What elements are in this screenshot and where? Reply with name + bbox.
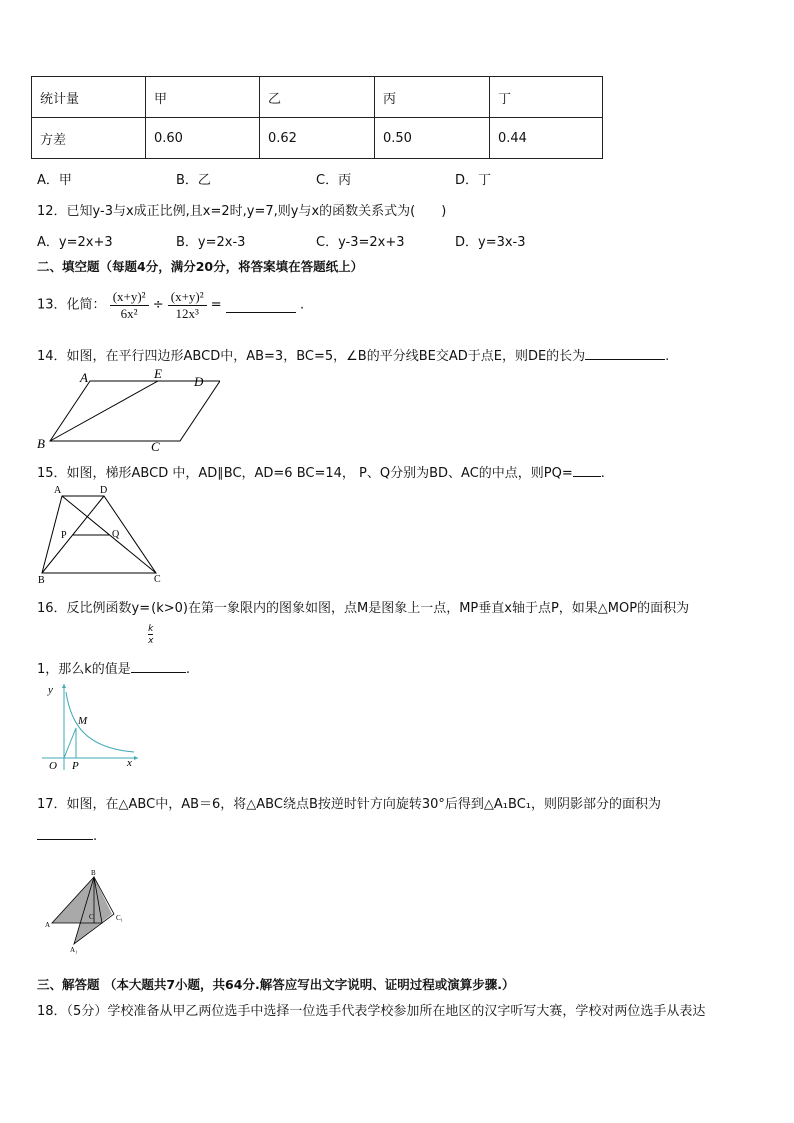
q15-label-a: A (54, 485, 62, 496)
table-row (32, 77, 603, 118)
q14-question (37, 345, 669, 364)
q13-fraction-1-numerator: (x+y)² (110, 289, 149, 306)
q12-option-a: A．y=2x+3 (37, 235, 113, 250)
q17-rotation-figure (40, 868, 130, 958)
q14-label-e: E (154, 368, 162, 381)
q14-label-b: B (37, 436, 45, 451)
q14-answer-blank[interactable] (585, 345, 665, 360)
q14-label-c: C (151, 439, 160, 454)
q12-option-c: C．y-3=2x+3 (316, 235, 405, 250)
q12-question: 12．已知y-3与x成正比例,且x=2时,y=7,则y与x的函数关系式为( ) (37, 204, 447, 219)
q13-fraction-2-numerator: (x+y)² (168, 289, 207, 306)
q17-label-a1: A₁ (70, 946, 78, 954)
q12-option-b: B．y=2x-3 (176, 235, 246, 250)
q16-text-b: (k>0)在第一象限内的图象如图，点M是图象上一点，MP垂直x轴于点P，如果△MOP的面积为 (151, 601, 690, 616)
q17-period: . (93, 829, 98, 844)
q13-fraction-1 (110, 289, 149, 322)
variance-table (31, 76, 603, 159)
q16-question-line-1 (37, 597, 690, 646)
q11-option-a: A．甲 (37, 173, 72, 188)
q13-prefix: 13．化简： (37, 297, 106, 313)
q12-option-d: D．y=3x-3 (455, 235, 526, 250)
q16-line-2-text: 1，那么k的值是 (37, 662, 131, 677)
q11-option-b: B．乙 (176, 173, 211, 188)
table-cell: 方差 (32, 118, 146, 159)
q16-fraction-numerator: k (148, 624, 154, 634)
q17-question: 17．如图，在△ABC中，AB＝6，将△ABC绕点B按逆时针方向旋转30°后得到△A₁BC₁，则阴影部分的面积为 (37, 797, 661, 812)
q15-period: . (600, 466, 605, 481)
q13-period: . (299, 297, 305, 313)
q13-divide-sign: ÷ (152, 297, 164, 313)
table-cell: 甲 (146, 77, 260, 118)
table-cell: 乙 (260, 77, 375, 118)
q15-label-q: Q (112, 529, 120, 540)
q16-fraction-denominator: x (148, 636, 154, 646)
q15-question (37, 462, 605, 481)
section-2-heading: 二、填空题（每题4分，满分20分，将答案填在答题纸上） (37, 259, 364, 274)
q17-label-c1: C₁ (116, 914, 124, 922)
q16-label-y: y (48, 684, 53, 696)
q17-answer-line (37, 825, 97, 844)
table-cell: 0.50 (375, 118, 490, 159)
q16-graph-figure (38, 680, 143, 772)
q14-parallelogram (50, 381, 220, 441)
q16-period: . (185, 662, 190, 677)
q15-label-d: D (100, 485, 108, 496)
q11-option-d: D．丁 (455, 173, 492, 188)
table-cell: 丙 (375, 77, 490, 118)
q16-label-m: M (78, 715, 88, 727)
q14-label-d: D (194, 374, 204, 389)
q17-label-c: C (89, 913, 94, 921)
q15-label-c: C (154, 574, 161, 584)
q15-trapezoid-figure (34, 484, 174, 584)
q16-y-arrow (62, 684, 66, 688)
q13-fraction-1-denominator: 6x² (120, 306, 138, 321)
section-3-heading: 三、解答题 （本大题共7小题，共64分.解答应写出文字说明、证明过程或演算步骤.） (37, 977, 515, 992)
table-cell: 0.60 (146, 118, 260, 159)
table-cell: 0.62 (260, 118, 375, 159)
q13-fraction-2 (168, 289, 207, 322)
q14-bisector-be (50, 381, 158, 441)
q14-parallelogram-figure (30, 368, 220, 456)
q13-equals-sign: = (210, 297, 222, 313)
table-row (32, 118, 603, 159)
q16-segment-om (64, 728, 76, 758)
q15-text: 15．如图，梯形ABCD 中，AD∥BC，AD=6 BC=14， P、Q分别为BD、AC的中点，则PQ= (37, 466, 573, 481)
q14-period: . (665, 349, 670, 364)
q16-x-arrow (134, 756, 138, 760)
q16-answer-blank[interactable] (131, 658, 186, 673)
q16-question-line-2 (37, 658, 190, 677)
table-cell: 丁 (490, 77, 603, 118)
q14-label-a: A (80, 370, 88, 385)
q15-label-b: B (38, 575, 45, 584)
q15-label-p: P (61, 530, 67, 541)
q11-option-c: C．丙 (316, 173, 352, 188)
table-cell: 统计量 (32, 77, 146, 118)
q16-label-o: O (49, 760, 57, 772)
q17-label-b: B (91, 869, 96, 877)
q16-text-a: 16．反比例函数y= (37, 601, 151, 616)
q14-text: 14．如图，在平行四边形ABCD中，AB=3，BC=5，∠B的平分线BE交AD于点E，则DE的长为 (37, 349, 586, 364)
table-cell: 0.44 (490, 118, 603, 159)
q13-answer-blank[interactable] (226, 298, 296, 313)
q13-question (37, 289, 304, 322)
q15-answer-blank[interactable] (573, 462, 601, 477)
q17-label-a: A (45, 921, 51, 929)
q18-question: 18．（5分）学校准备从甲乙两位选手中选择一位选手代表学校参加所在地区的汉字听写大赛，学校对两位选手从表达 (37, 1004, 706, 1019)
q17-answer-blank[interactable] (37, 825, 93, 840)
q16-label-x: x (127, 757, 132, 769)
q13-fraction-2-denominator: 12x³ (175, 306, 199, 321)
q16-label-p: P (72, 760, 79, 772)
